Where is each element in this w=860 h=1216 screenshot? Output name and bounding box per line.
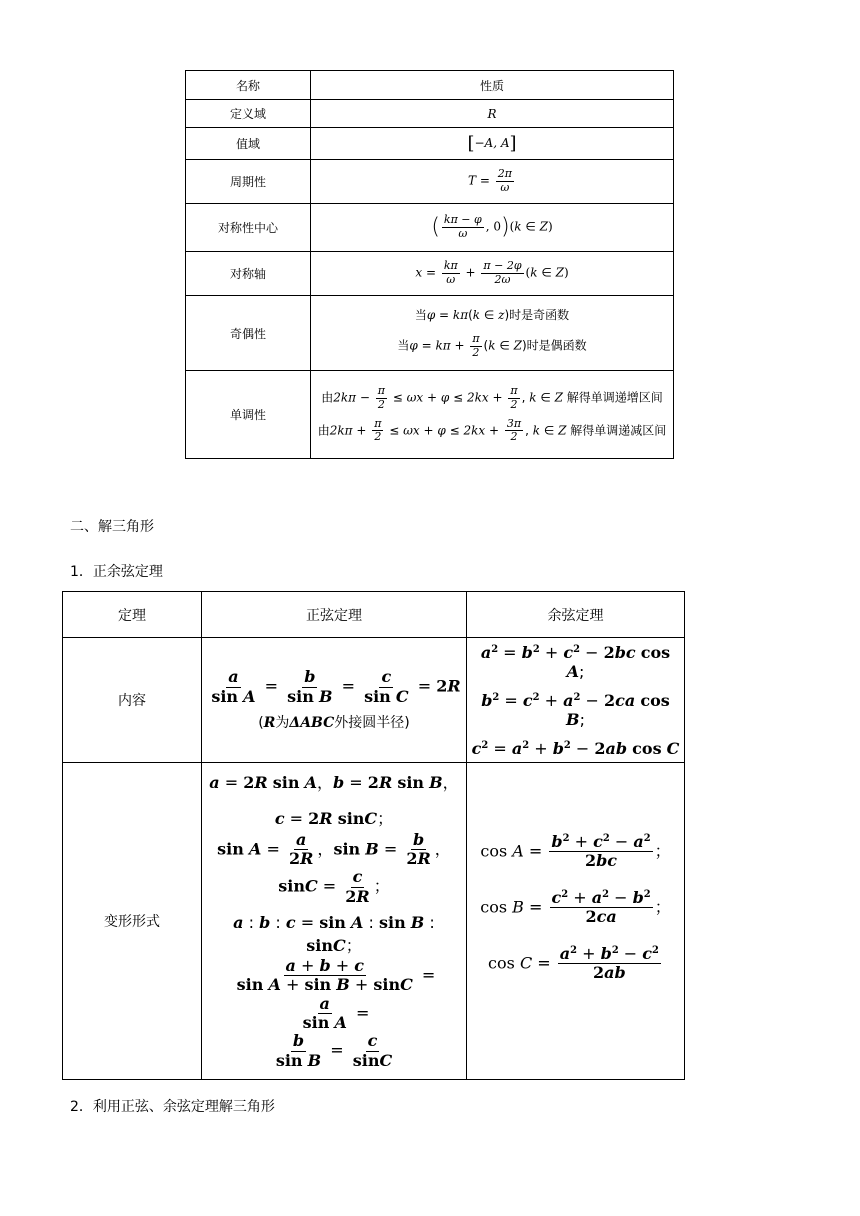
row-center-value: ( $\frac{k\pi - \varphi}{\omega}$ , 0)(k ∈ Z)	[311, 204, 674, 252]
row-parity-label: 奇偶性	[186, 296, 311, 371]
row-period-label: 周期性	[186, 160, 311, 204]
section-heading: 二、解三角形	[70, 519, 154, 535]
cosine-law-variants: cos A = $\frac{b^2 + c^2 - a^2}{2bc}$ ； cos B = $\frac{c^2 + a^2 - b^2}{2ca}$ ； cos C = $\frac{a^2 + b^2 - c^2}{2ab}$	[467, 763, 685, 1080]
row-monotonic-value: 由2kπ − $\frac{\pi}{2}$ ≤ ωx + φ ≤ 2kx + $\frac{\pi}{2}$ , k ∈ Z 解得单调递增区间 由2kπ + $\frac{\pi}{2}$ ≤ ωx + φ ≤ 2kx + $\frac{3\pi}{2}$ , k ∈ Z 解得单调递减区间	[311, 371, 674, 459]
cosine-law-content: $a^2 = b^2 + c^2 - 2bc$ cos A; $b^2 = c^2 + a^2 - 2ca$ cos B; $c^2 = a^2 + b^2 - 2ab$ cos C	[467, 638, 685, 763]
sine-law-content: $\frac{a}{\text{sin A}}$ = $\frac{b}{\text{sin B}}$ = $\frac{c}{\text{sin C}}$ = 2R (R为ΔABC外接圆半径)	[202, 638, 467, 763]
row-period-value: T = $\frac{2\pi}{\omega}$	[311, 160, 674, 204]
row-variant-label: 变形形式	[63, 763, 202, 1080]
row-monotonic-label: 单调性	[186, 371, 311, 459]
row-range-value: [−A, A]	[311, 128, 674, 160]
sine-law-variants: a = 2R sin A，b = 2R sin B， c = 2R sinC； sin A = $\frac{a}{2R}$ ，sin B = $\frac{b}{2R}$ ， sinC = $\frac{c}{2R}$ ； a : b : c = sin A : sin B : sinC； $\frac{a + b + c}{\text{sin A + sin B + sinC}}$ = $\frac{a}{\text{sin A}}$ = $\frac{b}{\text{sin B}}$ = $\frac{c}{\sin C}$	[202, 763, 467, 1080]
row-center-label: 对称性中心	[186, 204, 311, 252]
row-content-label: 内容	[63, 638, 202, 763]
trig-function-properties-table	[185, 70, 674, 459]
row-axis-label: 对称轴	[186, 252, 311, 296]
header-theorem: 定理	[63, 592, 202, 638]
row-parity-value: 当φ = kπ(k ∈ z)时是奇函数 当φ = kπ + $\frac{\pi}{2}$ (k ∈ Z)时是偶函数	[311, 296, 674, 371]
sine-cosine-law-table	[62, 591, 685, 1080]
row-domain-label: 定义域	[186, 100, 311, 128]
header-cosine-law: 余弦定理	[467, 592, 685, 638]
subsection-heading-1: 1．正余弦定理	[70, 564, 163, 580]
header-name: 名称	[186, 71, 311, 100]
row-domain-value: R	[311, 100, 674, 128]
header-sine-law: 正弦定理	[202, 592, 467, 638]
header-property: 性质	[311, 71, 674, 100]
row-range-label: 值域	[186, 128, 311, 160]
row-axis-value: x = $\frac{k\pi}{\omega}$ + $\frac{\pi - 2\varphi}{2\omega}$ (k ∈ Z)	[311, 252, 674, 296]
subsection-heading-2: 2．利用正弦、余弦定理解三角形	[70, 1099, 275, 1115]
